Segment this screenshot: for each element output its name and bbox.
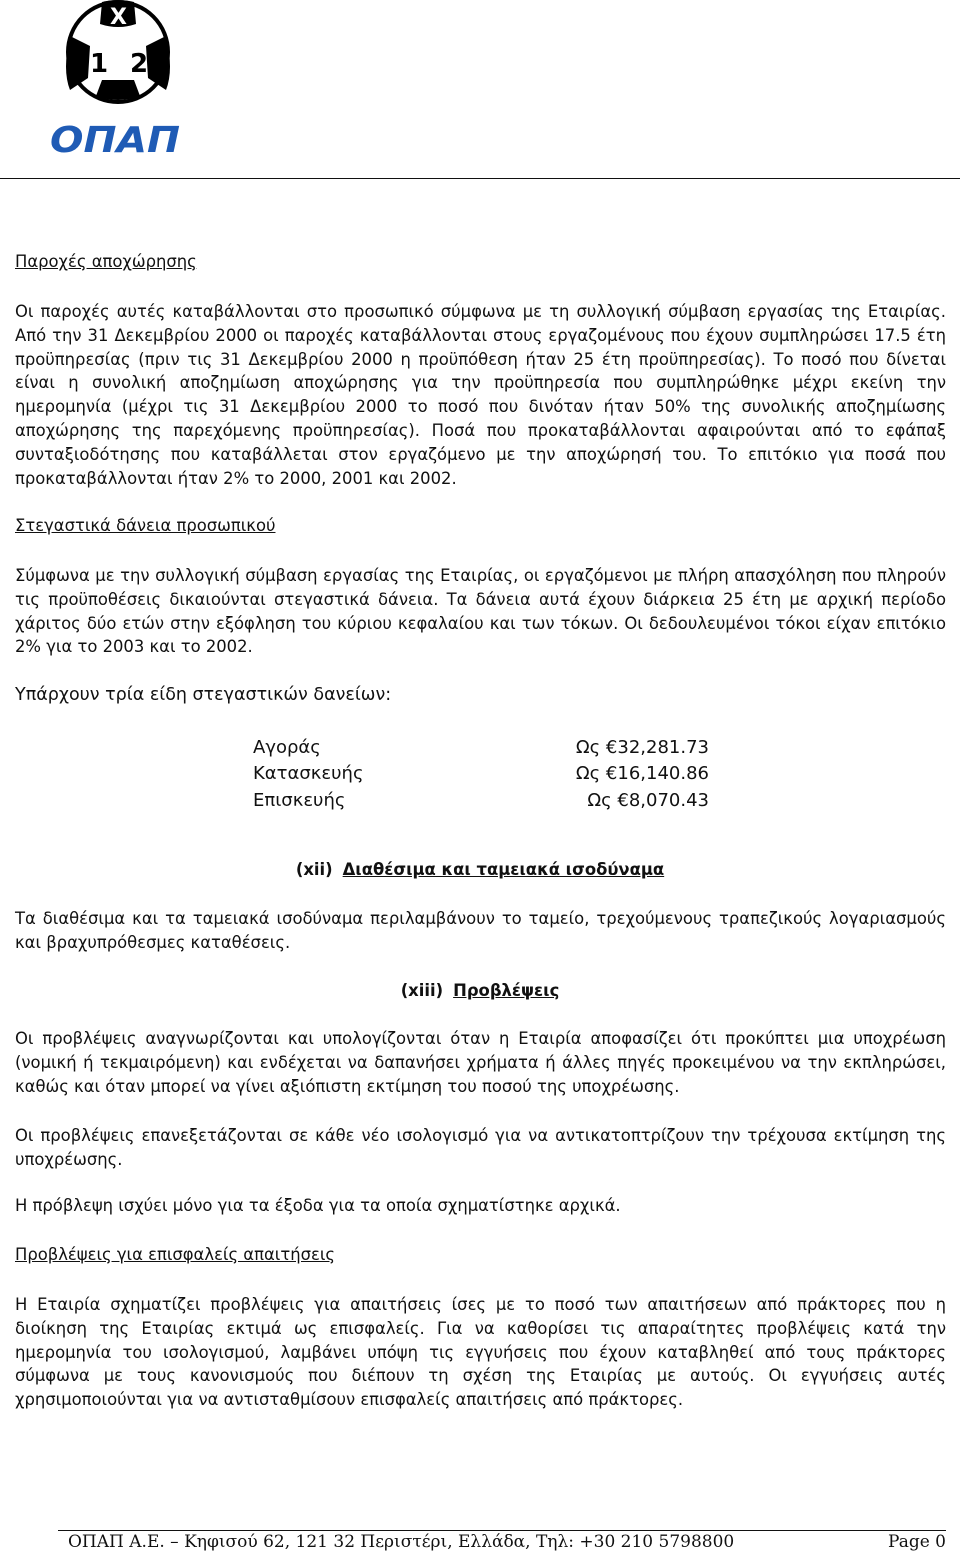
housing-loans-title: Στεγαστικά δάνεια προσωπικού [15,516,276,535]
provisions-body-3: Η πρόβλεψη ισχύει μόνο για τα έξοδα για τα οποία σχηματίστηκε αρχικά. [15,1196,621,1215]
header-rule [0,178,960,179]
doubtful-receivables-title: Προβλέψεις για επισφαλείς απαιτήσεις [15,1245,335,1264]
provisions-body-1: Οι προβλέψεις αναγνωρίζονται και υπολογίζονται όταν η Εταιρία αποφασίζει ότι προκύπτει μια υποχρέωση (νομική ή τεκμαιρόμενη) και ενδέχεται να δαπανήσει χρήματα ή άλλες πηγές προκειμένου να την εκπληρώσει, καθώς και όταν μπορεί να γίνει αξιόπιστη εκτίμηση του ποσού της υποχρέωσης. [15,1029,946,1096]
footer-address: ΟΠΑΠ Α.Ε. – Κηφισού 62, 121 32 Περιστέρι, Ελλάδα, Τηλ: +30 210 5798800 [68,1532,735,1552]
logo-mark-2: 2 [130,49,149,79]
section-title: Διαθέσιμα και ταμειακά ισοδύναμα [342,860,665,879]
provisions-heading [0,981,960,1000]
loan-amount: Ως €8,070.43 [587,789,709,811]
separation-body: Οι παροχές αυτές καταβάλλονται στο προσωπικό σύμφωνα με τη συλλογική σύμβαση εργασίας της Εταιρίας. Από την 31 Δεκεμβρίου 2000 οι παροχές καταβάλλονται στους εργαζομένους που έχουν συμπληρώσει 17.5 έτη προϋπηρεσίας (πριν τις 31 Δεκεμβρίου 2000 η προϋπόθεση ήταν 25 έτη προϋπηρεσίας). Το ποσό που δίνεται είναι η συνολική αποζημίωση αποχώρησης για την προϋπηρεσία που συμπληρώθηκε μέχρι εκείνη την ημερομηνία (μέχρι τις 31 Δεκεμβρίου 2000 το ποσό που δινόταν ήταν 50% της συνολικής αποζημίωσης αποχώρησης της παρεχόμενης προϋπηρεσίας). Ποσά που προκαταβάλλονται αφαιρούνται από το εφάπαξ συνταξιοδότησης που καταβάλλεται στον εργαζόμενο με την αποχώρησή του. Το επιτόκιο για ποσά που προκαταβάλλονται ήταν 2% το 2000, 2001 και 2002. [15,302,946,488]
loan-label: Κατασκευής [253,763,364,785]
soccer-ball-icon [40,0,190,165]
loan-row [253,735,723,761]
logo-brand-text: ΟΠΑΠ [50,120,180,161]
cash-equivalents-heading [0,860,960,879]
logo-mark-x: X [110,5,127,30]
footer [68,1531,946,1553]
loan-label: Αγοράς [253,737,321,758]
provisions-body-2: Οι προβλέψεις επανεξετάζονται σε κάθε νέο ισολογισμό για να αντικατοπτρίζουν την τρέχουσα εκτίμηση της υποχρέωσης. [15,1126,946,1169]
doubtful-receivables-body: Η Εταιρία σχηματίζει προβλέψεις για απαιτήσεις ίσες με το ποσό των απαιτήσεων από πράκτορες που η διοίκηση της Εταιρίας εκτιμά ως επισφαλείς. Για να καθορίσει τις απαραίτητες προβλέψεις κατά την ημερομηνία του ισολογισμού, λαμβάνει υπόψη τις εγγυήσεις που έχουν καταβληθεί από τους πράκτορες σύμφωνα με τους κανονισμούς που διέπουν τη σχέση της Εταιρίας με αυτούς. Οι εγγυήσεις αυτές χρησιμοποιούνται για να αντισταθμίσουν επισφαλείς απαιτήσεις από πράκτορες. [15,1295,946,1410]
loan-types-intro: Υπάρχουν τρία είδη στεγαστικών δανείων: [15,685,392,705]
cash-equivalents-body: Τα διαθέσιμα και τα ταμειακά ισοδύναμα περιλαμβάνουν το ταμείο, τρεχούμενους τραπεζικούς λογαριασμούς και βραχυπρόθεσμες καταθέσεις. [15,909,946,952]
housing-loans-body: Σύμφωνα με την συλλογική σύμβαση εργασίας της Εταιρίας, οι εργαζόμενοι με πλήρη απασχόληση που πληρούν τις προϋποθέσεις δικαιούνται στεγαστικά δάνεια. Τα δάνεια αυτά έχουν διάρκεια 25 έτη με αρχική περίοδο χάριτος δύο ετών στην εξόφληση του κύριου κεφαλαίου και των τόκων. Οι δεδουλευμένοι τόκοι είχαν επιτόκιο 2% για το 2003 και το 2002. [15,566,946,657]
page-number: Page 0 [888,1532,946,1552]
section-number: (xii) [295,860,333,879]
opap-logo [40,0,190,165]
loan-row [253,788,723,814]
separation-title: Παροχές αποχώρησης [15,252,197,271]
loan-amount: Ως €32,281.73 [575,737,709,758]
logo-mark-1: 1 [90,49,109,79]
section-title: Προβλέψεις [453,981,560,1000]
loan-types-list [253,735,723,814]
loan-label: Επισκευής [253,789,346,811]
loan-amount: Ως €16,140.86 [575,763,709,785]
section-number: (xiii) [400,981,444,1000]
loan-row [253,761,723,787]
